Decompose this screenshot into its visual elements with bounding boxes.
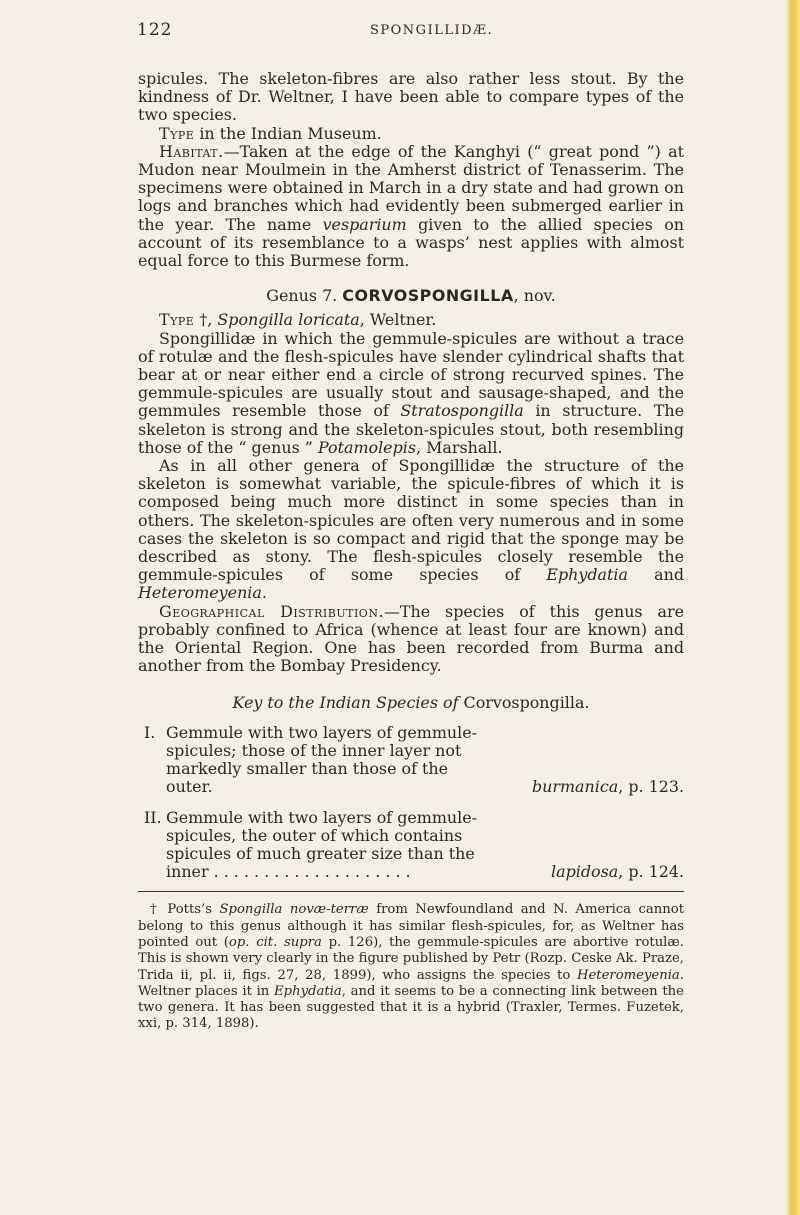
para2-italic-1: Ephydatia — [546, 565, 628, 585]
page-edge — [786, 0, 800, 1215]
footnote-italic-3: Heteromeyenia — [577, 967, 680, 983]
key-entry — [144, 724, 684, 797]
footnote-text-4: . Weltner places it in — [138, 967, 684, 999]
genus-desc-text-2: in structure. The skeleton is strong and the skeleton-spicules stout, both resembling those of the “ genus ” — [138, 401, 684, 457]
habitat-italic-name: vesparium — [322, 214, 407, 234]
geo-text: —The species of this genus are probably confined to Africa (whence at least four are known) and the Oriental Region. One has been recorded from Burma and another from the Bombay Presidency. — [138, 601, 684, 676]
genus-heading — [138, 287, 684, 305]
genus-type-species: Spongilla loricata — [217, 310, 360, 330]
para2-end: . — [261, 583, 267, 603]
habitat-text: —Taken at the edge of the Kanghyi (“ great pond ”) at Mudon near Moulmein in the Amherst district of Tenasserim. The specimens were obtained in March in a dry state and had grown on logs and branches which had evidently been submerged earlier in the year. The name — [138, 141, 684, 234]
key-page: , p. 123. — [618, 777, 684, 797]
footnote-text-5: , and it seems to be a connecting link between the two genera. It has been suggested that it is a hybrid (Traxler, Termes. Fuzetek, xxi, p. 314, 1898). — [138, 983, 684, 1032]
genus-type-dagger: †, — [194, 310, 218, 330]
key-title-roman: Corvospongilla. — [463, 692, 590, 712]
footnote-text-2: from Newfoundland and N. America cannot belong to this genus although it has similar flesh-spicules, for, as Weltner has pointed out ( — [138, 902, 685, 950]
key-species: lapidosa — [551, 862, 619, 882]
genus-type-author: , Weltner. — [359, 310, 437, 330]
geo-label: Geographical Distribution. — [159, 601, 384, 621]
geographical-distribution — [138, 603, 684, 676]
key-numeral: I. — [144, 722, 156, 742]
key-result — [486, 863, 684, 881]
genus-skeleton-paragraph — [138, 457, 684, 603]
key-result — [486, 778, 684, 796]
key-page: , p. 124. — [618, 862, 684, 882]
genus-suffix: , nov. — [513, 286, 556, 306]
footnote — [138, 902, 684, 1032]
genus-type-line — [138, 311, 684, 329]
key-title-italic: Key to the Indian Species of — [232, 692, 464, 712]
page-number: 122 — [137, 20, 173, 40]
footnote-italic-2: op. cit. supra — [228, 934, 322, 950]
genus-desc-italic-2: Potamolepis — [317, 437, 416, 457]
footnote-italic-1: Spongilla novæ-terræ — [219, 902, 369, 918]
type-label: Type — [159, 123, 195, 143]
type-text: in the Indian Museum. — [194, 123, 382, 143]
genus-prefix: Genus 7. — [266, 286, 343, 306]
key-species: burmanica — [531, 777, 619, 797]
genus-desc-italic-1: Stratospongilla — [400, 401, 524, 421]
intro-paragraph: spicules. The skeleton-fibres are also rather less stout. By the kindness of Dr. Weltner, I have been able to compare types of the two species. — [138, 69, 684, 125]
key-description: Gemmule with two layers of gemmule-spicules; those of the inner layer not markedly smaller than those of the outer. — [166, 722, 478, 797]
para2-and: and — [627, 565, 684, 585]
footnote-italic-4: Ephydatia — [274, 983, 342, 999]
genus-name: CORVOSPONGILLA — [342, 286, 514, 306]
para2-text: As in all other genera of Spongillidæ the structure of the skeleton is somewhat variable, the spicule-fibres of which it is composed being much more distinct in some species than in others. The skeleton-spicules are often very numerous and in some cases the skeleton is so compact and rigid that the sponge may be described as stony. The flesh-spicules closely resemble the gemmule-spicules of some species of — [138, 456, 684, 585]
running-head: SPONGILLIDÆ. — [370, 23, 494, 38]
page-header — [0, 20, 800, 48]
genus-type-label: Type — [159, 310, 195, 330]
habitat-text-end: given to the allied species on account of its resemblance to a wasps’ nest applies with almost equal force to this Burmese form. — [138, 214, 684, 271]
footnote-divider — [138, 891, 684, 892]
page-body — [138, 70, 684, 1033]
key-entry — [144, 809, 684, 882]
habitat-paragraph — [138, 143, 684, 270]
genus-description — [138, 330, 684, 457]
genus-desc-text-3: , Marshall. — [416, 437, 503, 457]
type-line — [138, 125, 684, 143]
habitat-label: Habitat. — [159, 141, 224, 161]
key-description: Gemmule with two layers of gemmule-spicules, the outer of which contains spicules of much greater size than the inner . . . . . . . . . . . . . . . . . . . . — [166, 807, 478, 882]
genus-desc-text-1: Spongillidæ in which the gemmule-spicules are without a trace of rotulæ and the flesh-spicules have slender cylindrical shafts that bear at or near either end a circle of strong recurved spines. The gemmule-spicules are usually stout and sausage-shaped, and the gemmules resemble those of — [138, 328, 684, 421]
para2-italic-2: Heteromeyenia — [138, 583, 262, 603]
key-numeral: II. — [144, 807, 162, 827]
footnote-text-3: p. 126), the gemmule-spicules are abortive rotulæ. This is shown very clearly in the figure published by Petr (Rozp. Ceske Ak. Praze, Trida ii, pl. ii, figs. 27, 28, 1899), who assigns the species to — [138, 934, 684, 983]
key-title — [138, 694, 684, 712]
footnote-text-1: † Potts’s — [150, 902, 220, 918]
